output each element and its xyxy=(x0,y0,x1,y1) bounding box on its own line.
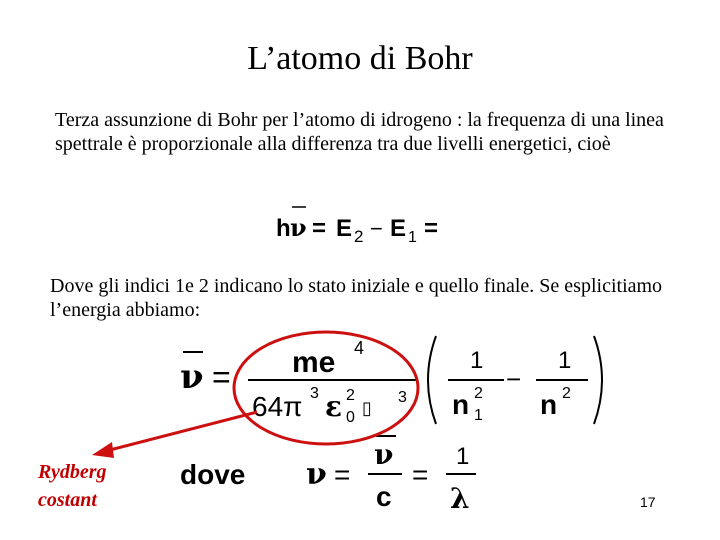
eq2-nu: ν xyxy=(180,357,204,397)
slide-title: L’atomo di Bohr xyxy=(247,40,473,77)
eq2-n1: n xyxy=(452,389,470,420)
eq3-nu: ν xyxy=(306,457,327,492)
eq1-E1: E xyxy=(390,215,407,242)
eq1-sub1: 1 xyxy=(408,229,417,246)
eq2-n2-exp: 2 xyxy=(562,385,571,402)
eq3-nu-top: ν xyxy=(374,438,394,471)
eq1-h: h xyxy=(276,215,291,242)
eq1-E2: E xyxy=(336,215,353,242)
eq1-equals: = xyxy=(312,215,327,242)
eq3-one: 1 xyxy=(456,443,470,470)
eq2-numerator: me xyxy=(292,346,336,379)
rydberg-arrow-line xyxy=(102,412,257,452)
eq2-exp3: 3 xyxy=(310,385,319,402)
paragraph-bohr-assumption: Terza assunzione di Bohr per l’atomo di idrogeno : la frequenza di una linea spettrale è proporzionale alla differenza tra due livelli energetici, cioè xyxy=(55,109,664,155)
eq2-n1-sub: 1 xyxy=(474,407,483,424)
eq2-n2: n xyxy=(540,389,558,420)
eq2-exp2: 2 xyxy=(346,387,355,404)
eq2-sub0: 0 xyxy=(346,409,355,426)
eq2-exp3b: 3 xyxy=(398,389,407,406)
eq2-denominator: 64π xyxy=(252,391,303,422)
rydberg-label xyxy=(38,458,107,514)
eq3-dove: dove xyxy=(180,459,246,490)
rydberg-highlight-ellipse xyxy=(234,332,418,444)
rydberg-label-line1: Rydberg xyxy=(38,461,107,483)
eq3-equals: = xyxy=(334,459,351,490)
eq2-equals: = xyxy=(212,359,231,395)
eq1-equals2: = xyxy=(424,215,439,242)
eq2-one-a: 1 xyxy=(470,347,484,374)
eq2-epsilon: ε xyxy=(325,390,343,423)
eq2-box: ▯ xyxy=(362,398,372,418)
eq3-c: c xyxy=(376,481,392,512)
eq1-minus: − xyxy=(370,216,383,241)
rydberg-arrow-head xyxy=(92,442,114,458)
eq1-sub2: 2 xyxy=(354,227,364,246)
page-number: 17 xyxy=(640,494,656,510)
eq2-exp4: 4 xyxy=(354,338,365,358)
rydberg-label-line2: costant xyxy=(38,489,97,511)
eq3-lambda: λ xyxy=(450,482,470,515)
eq2-n1-exp: 2 xyxy=(474,385,483,402)
eq2-minus: − xyxy=(506,364,522,394)
eq3-equals2: = xyxy=(412,459,429,490)
eq1-nu: ν xyxy=(290,213,307,242)
eq2-one-b: 1 xyxy=(558,347,572,374)
paragraph-explicit-energy: Dove gli indici 1e 2 indicano lo stato iniziale e quello finale. Se esplicitiamo l’energia abbiamo: xyxy=(50,275,663,321)
